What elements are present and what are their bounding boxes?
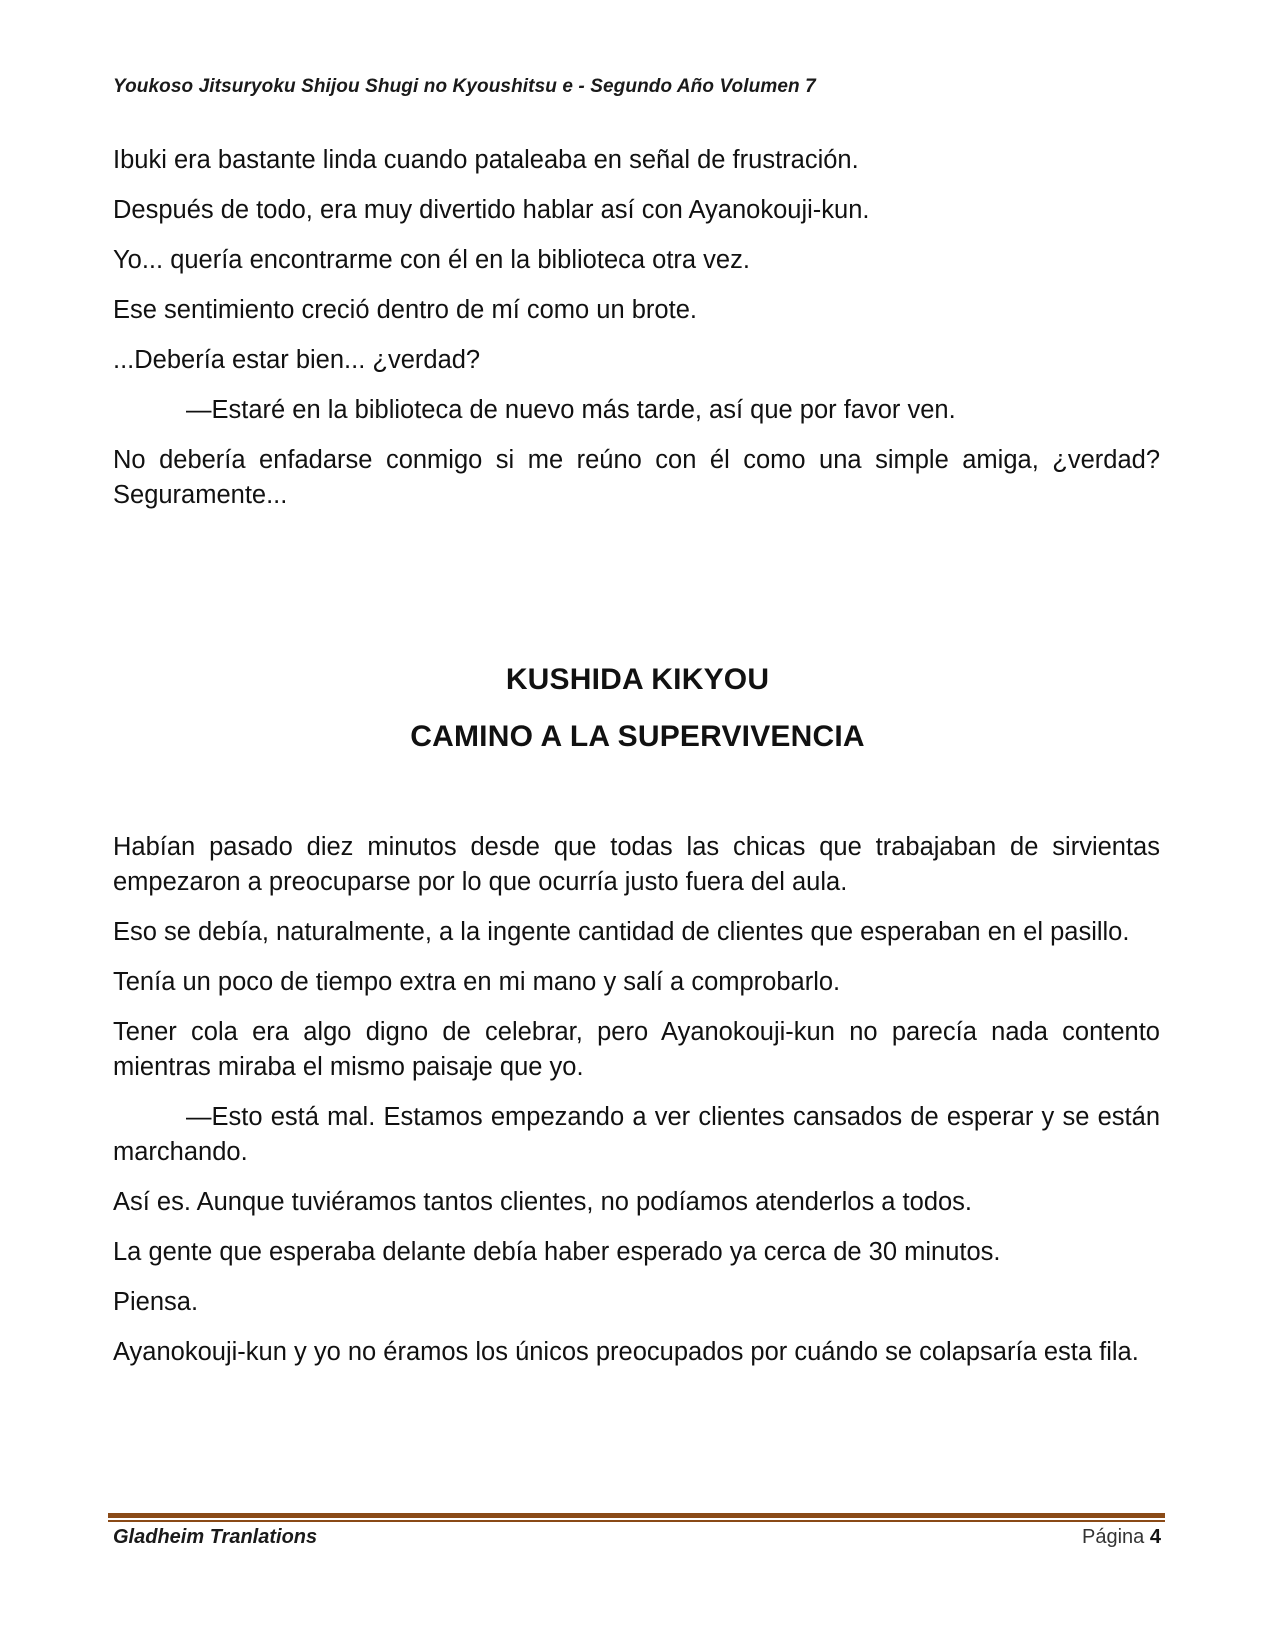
footer-translator: Gladheim Tranlations — [113, 1526, 318, 1548]
paragraph: Después de todo, era muy divertido hablar así con Ayanokouji-kun. — [113, 196, 870, 224]
paragraph: Así es. Aunque tuviéramos tantos clientes, no podíamos atenderlos a todos. — [113, 1188, 973, 1216]
dialogue-paragraph: —Esto está mal. Estamos empezando a ver clientes cansados de esperar y se están marchando. — [113, 1103, 1160, 1166]
running-header: Youkoso Jitsuryoku Shijou Shugi no Kyoushitsu e - Segundo Año Volumen 7 — [113, 76, 816, 97]
chapter-title: CAMINO A LA SUPERVIVENCIA — [410, 720, 865, 753]
paragraph: ...Debería estar bien... ¿verdad? — [113, 346, 481, 374]
page-indicator — [1082, 1526, 1161, 1549]
paragraph: No debería enfadarse conmigo si me reúno con él como una simple amiga, ¿verdad? Seguramente... — [113, 446, 1160, 509]
footer-divider — [108, 1513, 1165, 1522]
paragraph: Ayanokouji-kun y yo no éramos los únicos preocupados por cuándo se colapsaría esta fila. — [113, 1338, 1139, 1366]
paragraph: Yo... quería encontrarme con él en la biblioteca otra vez. — [113, 246, 750, 274]
chapter-name: KUSHIDA KIKYOU — [505, 663, 770, 696]
paragraph: La gente que esperaba delante debía haber esperado ya cerca de 30 minutos. — [113, 1238, 1001, 1266]
paragraph: Eso se debía, naturalmente, a la ingente cantidad de clientes que esperaban en el pasillo. — [113, 918, 1130, 946]
section-one — [113, 143, 1160, 513]
paragraph: Piensa. — [113, 1288, 199, 1316]
paragraph: Ibuki era bastante linda cuando pataleaba en señal de frustración. — [113, 146, 859, 174]
dialogue-paragraph: —Estaré en la biblioteca de nuevo más tarde, así que por favor ven. — [186, 396, 956, 424]
paragraph: Ese sentimiento creció dentro de mí como un brote. — [113, 296, 697, 324]
page-number: 4 — [1149, 1526, 1161, 1548]
paragraph: Tenía un poco de tiempo extra en mi mano y salí a comprobarlo. — [113, 968, 841, 996]
section-two — [113, 830, 1160, 1370]
paragraph: Habían pasado diez minutos desde que todas las chicas que trabajaban de sirvientas empezaron a preocuparse por lo que ocurría justo fuera del aula. — [113, 833, 1160, 896]
paragraph: Tener cola era algo digno de celebrar, pero Ayanokouji-kun no parecía nada contento mientras miraba el mismo paisaje que yo. — [113, 1018, 1160, 1081]
page-label: Página — [1082, 1526, 1145, 1548]
